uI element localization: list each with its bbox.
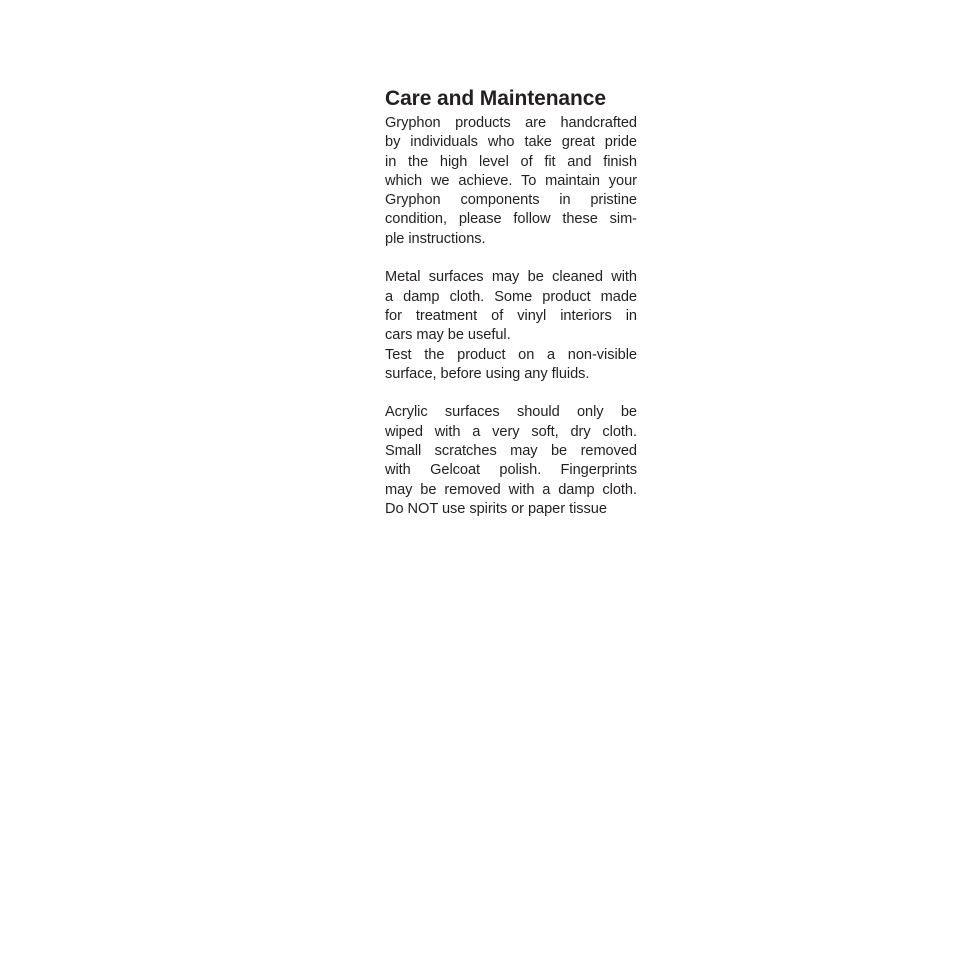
paragraph-spacer [385,249,637,268]
paragraph-line: Small scratches may be removed [385,443,637,460]
paragraph-line: Gryphon components in pristine [385,192,637,209]
intro-paragraph [385,114,637,249]
acrylic-surfaces-paragraph [385,403,637,519]
paragraph-line: may be removed with a damp cloth. [385,481,637,498]
paragraph-line: ple instructions. [385,230,486,247]
paragraph-line: Test the product on a non-visible [385,346,637,363]
paragraph-line: in the high level of fit and finish [385,153,637,170]
paragraph-spacer [385,384,637,403]
paragraph-line: cars may be useful. [385,327,511,344]
paragraph-line: with Gelcoat polish. Fingerprints [385,462,637,479]
section-title: Care and Maintenance [385,87,606,110]
paragraph-line: by individuals who take great pride [385,134,637,151]
paragraph-line: Gryphon products are handcrafted [385,115,637,131]
paragraph-line: Metal surfaces may be cleaned with [385,269,637,286]
paragraph-line: for treatment of vinyl interiors in [385,307,637,324]
paragraph-line: Acrylic surfaces should only be [385,404,637,421]
paragraph-line: a damp cloth. Some product made [385,288,637,305]
paragraph-line: condition, please follow these sim- [385,211,637,228]
metal-surfaces-paragraph [385,268,637,345]
paragraph-line: wiped with a very soft, dry cloth. [385,423,637,440]
paragraph-line: which we achieve. To maintain your [385,172,637,189]
paragraph-line: surface, before using any fluids. [385,365,590,382]
paragraph-line: Do NOT use spirits or paper tissue [385,500,607,517]
care-maintenance-section [385,86,637,519]
test-product-paragraph [385,346,637,385]
